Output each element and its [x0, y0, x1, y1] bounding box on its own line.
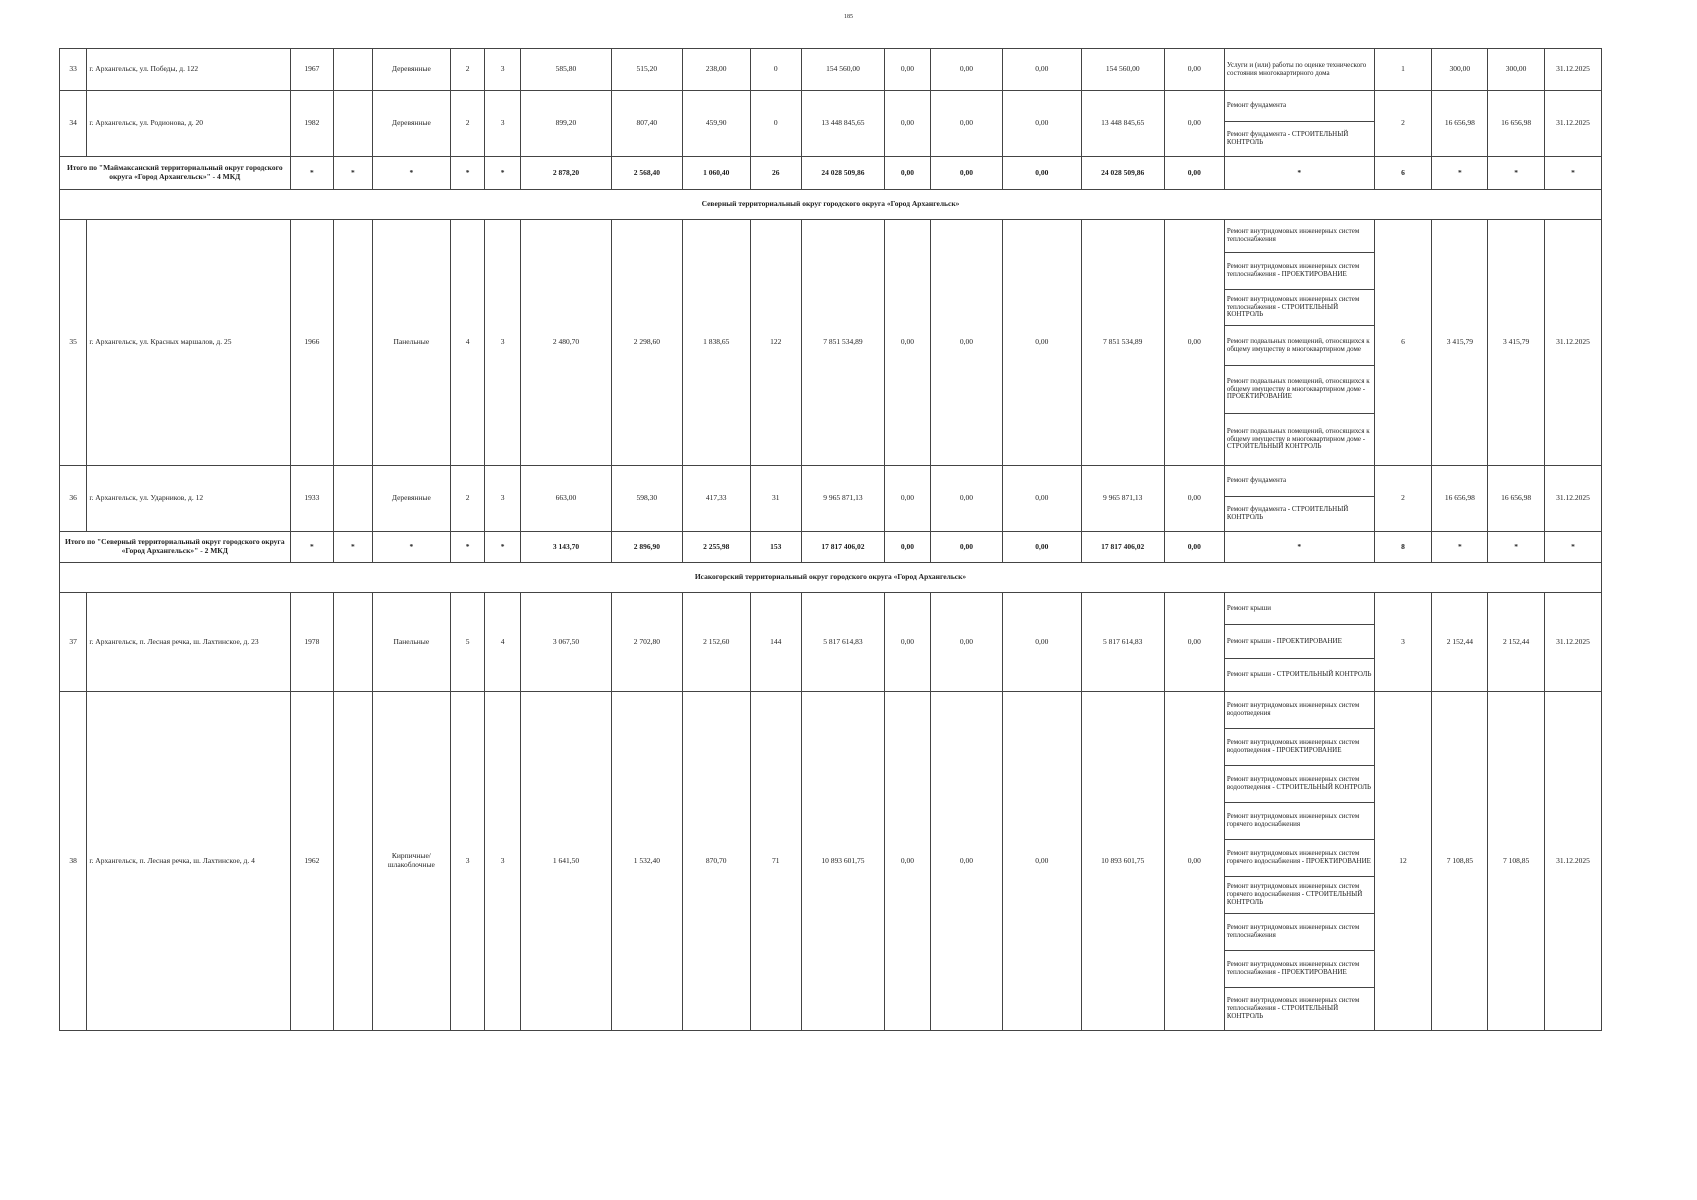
deadline-cell: 31.12.2025	[1545, 692, 1602, 1031]
regional-fund-cell: 0,00	[930, 692, 1002, 1031]
unit-cost-max-cell: 2 152,44	[1488, 593, 1545, 692]
section-header-row	[60, 190, 1602, 220]
entrances-cell: 3	[485, 49, 521, 91]
works-count-cell: 3	[1374, 593, 1432, 692]
table-body	[60, 49, 1602, 1031]
works-list-cell	[1224, 91, 1374, 157]
federal-fund-cell: 0,00	[885, 692, 931, 1031]
address-cell: г. Архангельск, ул. Родионова, д. 20	[87, 91, 290, 157]
year-renovated-cell	[334, 49, 372, 91]
residents-cell: 31	[750, 466, 801, 532]
local-fund-cell: 0,00	[1003, 466, 1082, 532]
year-built-cell: 1966	[290, 220, 334, 466]
entrances-cell: 3	[485, 220, 521, 466]
federal-fund-cell: 0,00	[885, 49, 931, 91]
living-area-cell: 2 702,80	[611, 593, 682, 692]
work-item: Ремонт внутридомовых инженерных систем горячего водоснабжения - СТРОИТЕЛЬНЫЙ КОНТРОЛЬ	[1225, 877, 1374, 914]
floors-cell: 2	[451, 91, 485, 157]
unit-cost-cell: 7 108,85	[1432, 692, 1488, 1031]
works-count-cell: 2	[1374, 91, 1432, 157]
work-item: Ремонт подвальных помещений, относящихся к общему имуществу в многоквартирном доме - ПРОЕКТИРОВАНИЕ	[1225, 366, 1374, 414]
house-row	[60, 466, 1602, 532]
owners-fund-cell: 5 817 614,83	[1081, 593, 1164, 692]
total-row	[60, 157, 1602, 190]
deadline-cell: 31.12.2025	[1545, 49, 1602, 91]
house-row	[60, 220, 1602, 466]
total-fund-federal-cell: 0,00	[885, 532, 931, 563]
total-fund-regional-cell: 0,00	[930, 532, 1002, 563]
owners-fund-cell: 9 965 871,13	[1081, 466, 1164, 532]
total-placeholder-cell: *	[485, 157, 521, 190]
work-item: Ремонт подвальных помещений, относящихся к общему имуществу в многоквартирном доме - СТРОИТЕЛЬНЫЙ КОНТРОЛЬ	[1226, 426, 1370, 451]
owned-area-cell: 238,00	[682, 49, 750, 91]
federal-fund-cell: 0,00	[885, 220, 931, 466]
owned-area-cell: 870,70	[682, 692, 750, 1031]
wall-material-cell: Кирпичные/ шлакоблочные	[372, 692, 451, 1031]
residents-cell: 0	[750, 49, 801, 91]
work-item: Ремонт фундамента	[1225, 466, 1374, 497]
year-built-cell: 1962	[290, 692, 334, 1031]
floors-cell: 3	[451, 692, 485, 1031]
works-count-cell: 12	[1374, 692, 1432, 1031]
work-item: Ремонт внутридомовых инженерных систем горячего водоснабжения	[1225, 803, 1374, 840]
total-area-owned-cell: 1 060,40	[682, 157, 750, 190]
works-count-cell: 6	[1374, 220, 1432, 466]
total-placeholder-cell: *	[372, 532, 451, 563]
deadline-cell: 31.12.2025	[1545, 466, 1602, 532]
unit-cost-cell: 2 152,44	[1432, 593, 1488, 692]
work-item: Ремонт крыши	[1225, 593, 1374, 625]
total-area-cell: 1 641,50	[521, 692, 612, 1031]
total-works-count-cell: 8	[1374, 532, 1432, 563]
work-item: Ремонт внутридомовых инженерных систем теплоснабжения	[1225, 220, 1374, 253]
owned-area-cell: 459,90	[682, 91, 750, 157]
total-placeholder-cell: *	[485, 532, 521, 563]
work-item: Ремонт внутридомовых инженерных систем водоотведения - ПРОЕКТИРОВАНИЕ	[1225, 729, 1374, 766]
total-placeholder-cell: *	[290, 532, 334, 563]
total-placeholder-cell: *	[451, 157, 485, 190]
total-fund-federal-cell: 0,00	[885, 157, 931, 190]
other-fund-cell: 0,00	[1164, 692, 1224, 1031]
total-residents-cell: 153	[750, 532, 801, 563]
federal-fund-cell: 0,00	[885, 466, 931, 532]
local-fund-cell: 0,00	[1003, 692, 1082, 1031]
floors-cell: 5	[451, 593, 485, 692]
living-area-cell: 598,30	[611, 466, 682, 532]
entrances-cell: 3	[485, 466, 521, 532]
total-area-living-cell: 2 568,40	[611, 157, 682, 190]
total-fund-owners-cell: 24 028 509,86	[1081, 157, 1164, 190]
total-cost-cell: 5 817 614,83	[801, 593, 884, 692]
section-header-row	[60, 563, 1602, 593]
regional-fund-cell: 0,00	[930, 91, 1002, 157]
total-area-cell: 3 067,50	[521, 593, 612, 692]
deadline-cell: 31.12.2025	[1545, 593, 1602, 692]
total-deadline-cell: *	[1545, 157, 1602, 190]
total-area-total-cell: 2 878,20	[521, 157, 612, 190]
row-number: 36	[60, 466, 87, 532]
total-works-cell: *	[1224, 532, 1374, 563]
address-cell: г. Архангельск, п. Лесная речка, ш. Лахтинское, д. 4	[87, 692, 290, 1031]
floors-cell: 2	[451, 466, 485, 532]
total-label: Итого по "Северный территориальный округ городского округа «Город Архангельск»" - 2 МКД	[60, 532, 291, 563]
address-cell: г. Архангельск, ул. Красных маршалов, д. 25	[87, 220, 290, 466]
year-renovated-cell	[334, 220, 372, 466]
year-renovated-cell	[334, 91, 372, 157]
total-fund-regional-cell: 0,00	[930, 157, 1002, 190]
work-item: Ремонт крыши - СТРОИТЕЛЬНЫЙ КОНТРОЛЬ	[1226, 670, 1372, 679]
living-area-cell: 2 298,60	[611, 220, 682, 466]
house-row	[60, 91, 1602, 157]
wall-material-cell: Деревянные	[372, 466, 451, 532]
owners-fund-cell: 13 448 845,65	[1081, 91, 1164, 157]
work-item: Ремонт внутридомовых инженерных систем теплоснабжения - ПРОЕКТИРОВАНИЕ	[1225, 951, 1374, 988]
address-cell: г. Архангельск, ул. Ударников, д. 12	[87, 466, 290, 532]
residents-cell: 144	[750, 593, 801, 692]
regional-fund-cell: 0,00	[930, 466, 1002, 532]
year-renovated-cell	[334, 692, 372, 1031]
works-count-cell: 1	[1374, 49, 1432, 91]
wall-material-cell: Панельные	[372, 220, 451, 466]
capital-repair-table	[59, 48, 1602, 1031]
row-number: 33	[60, 49, 87, 91]
total-area-cell: 899,20	[521, 91, 612, 157]
work-item: Ремонт фундамента - СТРОИТЕЛЬНЫЙ КОНТРОЛЬ	[1226, 130, 1349, 146]
other-fund-cell: 0,00	[1164, 593, 1224, 692]
total-cost-cell: 13 448 845,65	[801, 91, 884, 157]
other-fund-cell: 0,00	[1164, 466, 1224, 532]
total-area-owned-cell: 2 255,98	[682, 532, 750, 563]
total-fund-local-cell: 0,00	[1003, 532, 1082, 563]
works-list-cell	[1224, 593, 1374, 692]
total-unit-cost-cell: *	[1432, 532, 1488, 563]
entrances-cell: 3	[485, 91, 521, 157]
address-cell: г. Архангельск, п. Лесная речка, ш. Лахтинское, д. 23	[87, 593, 290, 692]
federal-fund-cell: 0,00	[885, 91, 931, 157]
unit-cost-max-cell: 16 656,98	[1488, 91, 1545, 157]
regional-fund-cell: 0,00	[930, 593, 1002, 692]
section-title: Исакогорский территориальный округ городского округа «Город Архангельск»	[60, 563, 1602, 593]
work-item: Ремонт внутридомовых инженерных систем теплоснабжения - СТРОИТЕЛЬНЫЙ КОНТРОЛЬ	[1225, 290, 1374, 326]
local-fund-cell: 0,00	[1003, 49, 1082, 91]
total-area-living-cell: 2 896,90	[611, 532, 682, 563]
year-built-cell: 1933	[290, 466, 334, 532]
other-fund-cell: 0,00	[1164, 220, 1224, 466]
house-row	[60, 593, 1602, 692]
other-fund-cell: 0,00	[1164, 91, 1224, 157]
work-item: Ремонт крыши - ПРОЕКТИРОВАНИЕ	[1225, 625, 1374, 659]
row-number: 34	[60, 91, 87, 157]
local-fund-cell: 0,00	[1003, 593, 1082, 692]
unit-cost-cell: 3 415,79	[1432, 220, 1488, 466]
work-item: Ремонт внутридомовых инженерных систем теплоснабжения - СТРОИТЕЛЬНЫЙ КОНТРОЛЬ	[1226, 996, 1360, 1020]
living-area-cell: 1 532,40	[611, 692, 682, 1031]
residents-cell: 0	[750, 91, 801, 157]
work-item: Ремонт внутридомовых инженерных систем теплоснабжения - ПРОЕКТИРОВАНИЕ	[1225, 253, 1374, 290]
row-number: 35	[60, 220, 87, 466]
unit-cost-max-cell: 300,00	[1488, 49, 1545, 91]
total-placeholder-cell: *	[334, 532, 372, 563]
floors-cell: 2	[451, 49, 485, 91]
total-cost-total-cell: 17 817 406,02	[801, 532, 884, 563]
address-cell: г. Архангельск, ул. Победы, д. 122	[87, 49, 290, 91]
total-area-cell: 2 480,70	[521, 220, 612, 466]
unit-cost-max-cell: 7 108,85	[1488, 692, 1545, 1031]
page-number: 185	[844, 14, 853, 20]
total-area-cell: 663,00	[521, 466, 612, 532]
total-cost-cell: 9 965 871,13	[801, 466, 884, 532]
total-fund-owners-cell: 17 817 406,02	[1081, 532, 1164, 563]
total-label: Итого по "Маймаксанский территориальный округ городского округа «Город Архангельск»" - 4 МКД	[60, 157, 291, 190]
other-fund-cell: 0,00	[1164, 49, 1224, 91]
works-list-cell	[1224, 466, 1374, 532]
work-item: Услуги и (или) работы по оценке технического состояния многоквартирного дома	[1226, 60, 1367, 77]
year-built-cell: 1978	[290, 593, 334, 692]
living-area-cell: 807,40	[611, 91, 682, 157]
row-number: 37	[60, 593, 87, 692]
total-row	[60, 532, 1602, 563]
work-item: Ремонт внутридомовых инженерных систем водоотведения	[1225, 692, 1374, 729]
owned-area-cell: 1 838,65	[682, 220, 750, 466]
work-item: Ремонт внутридомовых инженерных систем водоотведения - СТРОИТЕЛЬНЫЙ КОНТРОЛЬ	[1225, 766, 1374, 803]
wall-material-cell: Деревянные	[372, 49, 451, 91]
total-unit-cost-max-cell: *	[1488, 532, 1545, 563]
entrances-cell: 4	[485, 593, 521, 692]
federal-fund-cell: 0,00	[885, 593, 931, 692]
floors-cell: 4	[451, 220, 485, 466]
row-number: 38	[60, 692, 87, 1031]
total-works-count-cell: 6	[1374, 157, 1432, 190]
owned-area-cell: 2 152,60	[682, 593, 750, 692]
deadline-cell: 31.12.2025	[1545, 220, 1602, 466]
living-area-cell: 515,20	[611, 49, 682, 91]
total-placeholder-cell: *	[334, 157, 372, 190]
local-fund-cell: 0,00	[1003, 220, 1082, 466]
regional-fund-cell: 0,00	[930, 220, 1002, 466]
house-row	[60, 49, 1602, 91]
house-row	[60, 692, 1602, 1031]
total-works-cell: *	[1224, 157, 1374, 190]
owned-area-cell: 417,33	[682, 466, 750, 532]
works-list-cell	[1224, 49, 1374, 91]
year-built-cell: 1982	[290, 91, 334, 157]
deadline-cell: 31.12.2025	[1545, 91, 1602, 157]
total-unit-cost-max-cell: *	[1488, 157, 1545, 190]
unit-cost-max-cell: 3 415,79	[1488, 220, 1545, 466]
works-count-cell: 2	[1374, 466, 1432, 532]
wall-material-cell: Панельные	[372, 593, 451, 692]
works-list-cell	[1224, 220, 1374, 466]
work-item: Ремонт внутридомовых инженерных систем горячего водоснабжения - ПРОЕКТИРОВАНИЕ	[1225, 840, 1374, 877]
work-item: Ремонт фундамента - СТРОИТЕЛЬНЫЙ КОНТРОЛЬ	[1226, 505, 1349, 521]
year-renovated-cell	[334, 466, 372, 532]
year-built-cell: 1967	[290, 49, 334, 91]
total-residents-cell: 26	[750, 157, 801, 190]
total-placeholder-cell: *	[451, 532, 485, 563]
residents-cell: 71	[750, 692, 801, 1031]
total-fund-local-cell: 0,00	[1003, 157, 1082, 190]
owners-fund-cell: 10 893 601,75	[1081, 692, 1164, 1031]
work-item: Ремонт фундамента	[1225, 91, 1374, 122]
owners-fund-cell: 7 851 534,89	[1081, 220, 1164, 466]
unit-cost-cell: 300,00	[1432, 49, 1488, 91]
total-cost-cell: 7 851 534,89	[801, 220, 884, 466]
unit-cost-cell: 16 656,98	[1432, 91, 1488, 157]
section-title: Северный территориальный округ городского округа «Город Архангельск»	[60, 190, 1602, 220]
total-fund-other-cell: 0,00	[1164, 157, 1224, 190]
total-deadline-cell: *	[1545, 532, 1602, 563]
year-renovated-cell	[334, 593, 372, 692]
owners-fund-cell: 154 560,00	[1081, 49, 1164, 91]
total-area-cell: 585,80	[521, 49, 612, 91]
entrances-cell: 3	[485, 692, 521, 1031]
works-list-cell	[1224, 692, 1374, 1031]
unit-cost-max-cell: 16 656,98	[1488, 466, 1545, 532]
work-item: Ремонт подвальных помещений, относящихся к общему имуществу в многоквартирном доме	[1225, 326, 1374, 366]
regional-fund-cell: 0,00	[930, 49, 1002, 91]
local-fund-cell: 0,00	[1003, 91, 1082, 157]
total-placeholder-cell: *	[372, 157, 451, 190]
total-cost-total-cell: 24 028 509,86	[801, 157, 884, 190]
residents-cell: 122	[750, 220, 801, 466]
total-cost-cell: 10 893 601,75	[801, 692, 884, 1031]
unit-cost-cell: 16 656,98	[1432, 466, 1488, 532]
wall-material-cell: Деревянные	[372, 91, 451, 157]
total-fund-other-cell: 0,00	[1164, 532, 1224, 563]
work-item: Ремонт внутридомовых инженерных систем теплоснабжения	[1225, 914, 1374, 951]
total-cost-cell: 154 560,00	[801, 49, 884, 91]
total-unit-cost-cell: *	[1432, 157, 1488, 190]
total-area-total-cell: 3 143,70	[521, 532, 612, 563]
total-placeholder-cell: *	[290, 157, 334, 190]
capital-repair-table-sheet	[59, 48, 1602, 1031]
